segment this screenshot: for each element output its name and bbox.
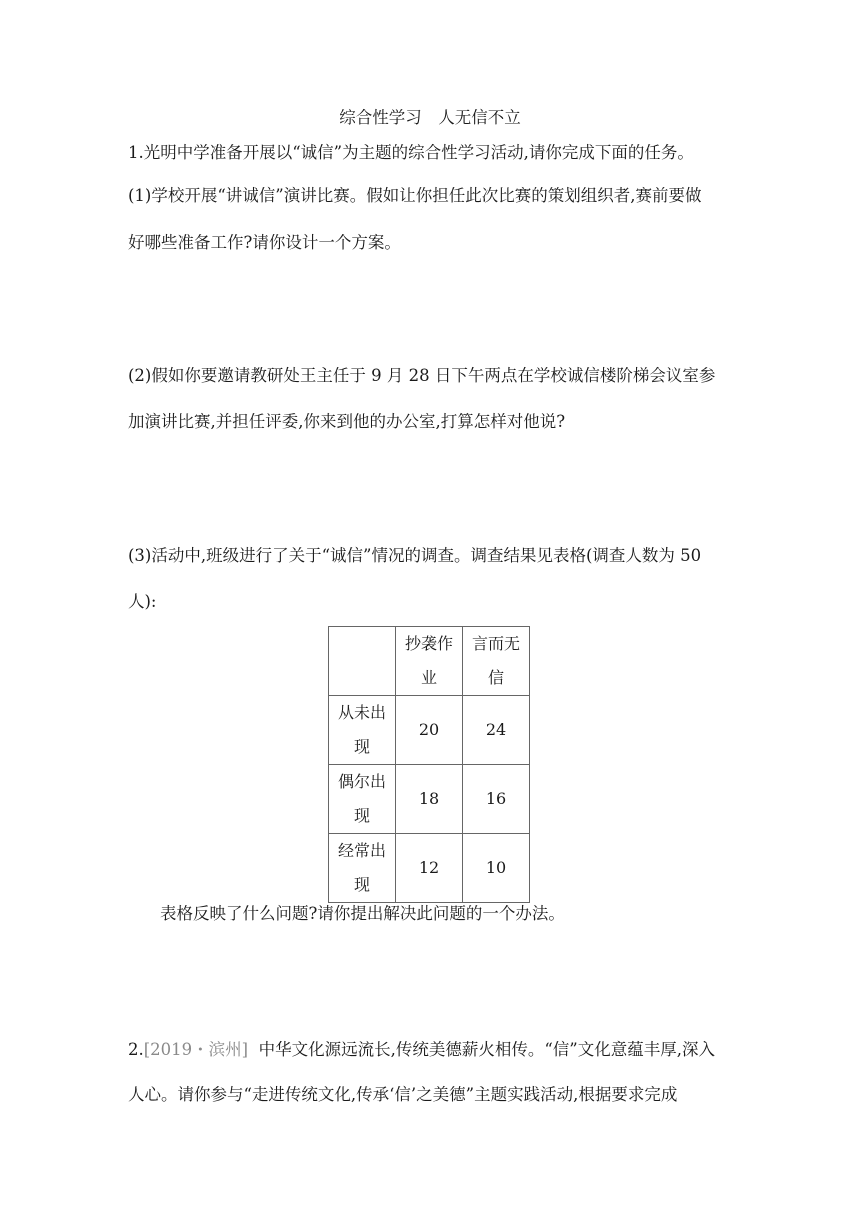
table-row <box>329 765 530 834</box>
q1-part1-line2: 好哪些准备工作?请你设计一个方案。 <box>128 233 401 252</box>
table-header-cell: 抄袭作 业 <box>396 627 463 696</box>
q1-part2-line2: 加演讲比赛,并担任评委,你来到他的办公室,打算怎样对他说? <box>128 412 566 431</box>
table-corner-cell <box>329 627 396 696</box>
table-header-cell: 言而无 信 <box>463 627 530 696</box>
table-header-row <box>329 627 530 696</box>
table-row-label: 偶尔出 现 <box>329 765 396 834</box>
survey-table <box>328 626 530 903</box>
q1-part1-line1: (1)学校开展“讲诚信”演讲比赛。假如让你担任此次比赛的策划组织者,赛前要做 <box>128 186 702 205</box>
table-row <box>329 696 530 765</box>
q1-part2-line1: (2)假如你要邀请教研处王主任于 9 月 28 日下午两点在学校诚信楼阶梯会议室参 <box>128 366 716 385</box>
table-row-label: 从未出 现 <box>329 696 396 765</box>
q1-part3-line1: (3)活动中,班级进行了关于“诚信”情况的调查。调查结果见表格(调查人数为 50 <box>128 546 702 565</box>
table-cell: 24 <box>463 696 530 765</box>
page-title: 综合性学习 人无信不立 <box>339 108 521 127</box>
q2-line1-text: 中华文化源远流长,传统美德薪火相传。“信”文化意蕴丰厚,深入 <box>258 1040 715 1059</box>
table-cell: 10 <box>463 834 530 903</box>
q2-line1 <box>128 1040 715 1060</box>
table-cell: 12 <box>396 834 463 903</box>
q2-line2: 人心。请你参与“走进传统文化,传承‘信’之美德”主题实践活动,根据要求完成 <box>128 1085 678 1104</box>
table-cell: 18 <box>396 765 463 834</box>
table-row <box>329 834 530 903</box>
q1-part3-question: 表格反映了什么问题?请你提出解决此问题的一个办法。 <box>160 904 565 923</box>
q2-source-tag: [2019・滨州] <box>143 1040 249 1059</box>
table-cell: 16 <box>463 765 530 834</box>
table-cell: 20 <box>396 696 463 765</box>
q1-part3-line2: 人): <box>128 592 157 611</box>
q2-number: 2. <box>128 1040 144 1059</box>
table-row-label: 经常出 现 <box>329 834 396 903</box>
q1-intro: 1.光明中学准备开展以“诚信”为主题的综合性学习活动,请你完成下面的任务。 <box>128 143 694 162</box>
